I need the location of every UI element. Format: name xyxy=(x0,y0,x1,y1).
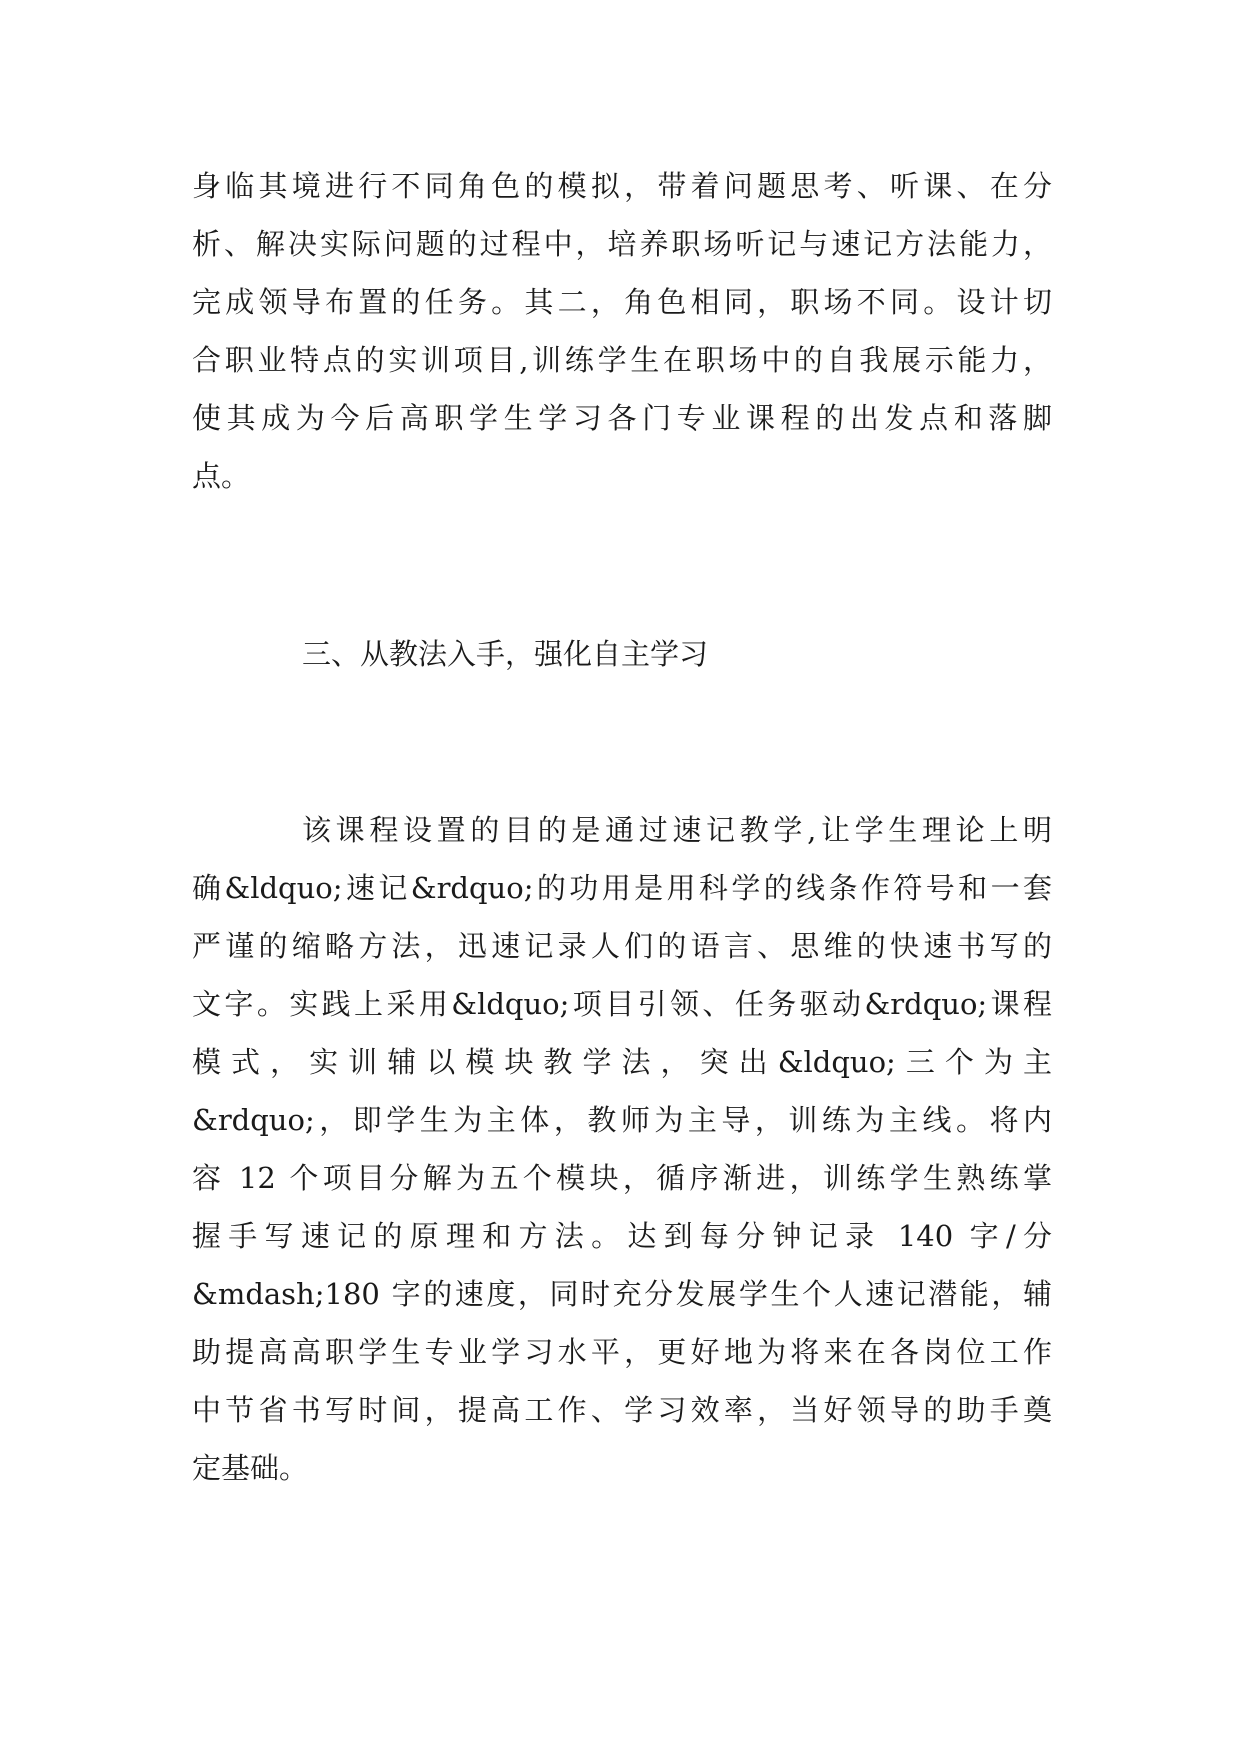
paragraph-1-line-4: 合职业特点的实训项目,训练学生在职场中的自我展示能力， xyxy=(192,343,1052,377)
paragraph-2-line-2: 确&ldquo;速记&rdquo;的功用是用科学的线条作符号和一套 xyxy=(192,871,1052,905)
paragraph-2-line-10: 助提高高职学生专业学习水平，更好地为将来在各岗位工作 xyxy=(192,1335,1052,1369)
paragraph-2-line-5: 模式，实训辅以模块教学法，突出&ldquo;三个为主 xyxy=(192,1045,1052,1079)
paragraph-1-line-5: 使其成为今后高职学生学习各门专业课程的出发点和落脚 xyxy=(192,401,1052,435)
section-heading: 三、从教法入手，强化自主学习 xyxy=(302,637,709,671)
paragraph-1-line-2: 析、解决实际问题的过程中，培养职场听记与速记方法能力， xyxy=(192,227,1052,261)
paragraph-2-line-12: 定基础。 xyxy=(192,1451,309,1485)
paragraph-2-line-3: 严谨的缩略方法，迅速记录人们的语言、思维的快速书写的 xyxy=(192,929,1052,963)
paragraph-2-line-7: 容 12 个项目分解为五个模块，循序渐进，训练学生熟练掌 xyxy=(192,1161,1052,1195)
paragraph-1-line-1: 身临其境进行不同角色的模拟，带着问题思考、听课、在分 xyxy=(192,169,1052,203)
paragraph-1-line-6: 点。 xyxy=(192,459,251,493)
paragraph-2-line-1: 该课程设置的目的是通过速记教学,让学生理论上明 xyxy=(302,813,1052,847)
paragraph-2-line-6: &rdquo;，即学生为主体，教师为主导，训练为主线。将内 xyxy=(192,1103,1052,1137)
paragraph-2-line-11: 中节省书写时间，提高工作、学习效率，当好领导的助手奠 xyxy=(192,1393,1052,1427)
paragraph-2-line-4: 文字。实践上采用&ldquo;项目引领、任务驱动&rdquo;课程 xyxy=(192,987,1052,1021)
paragraph-2-line-9: &mdash;180 字的速度，同时充分发展学生个人速记潜能，辅 xyxy=(192,1277,1052,1311)
paragraph-2-line-8: 握手写速记的原理和方法。达到每分钟记录 140 字/分 xyxy=(192,1219,1052,1253)
paragraph-1-line-3: 完成领导布置的任务。其二，角色相同，职场不同。设计切 xyxy=(192,285,1052,319)
